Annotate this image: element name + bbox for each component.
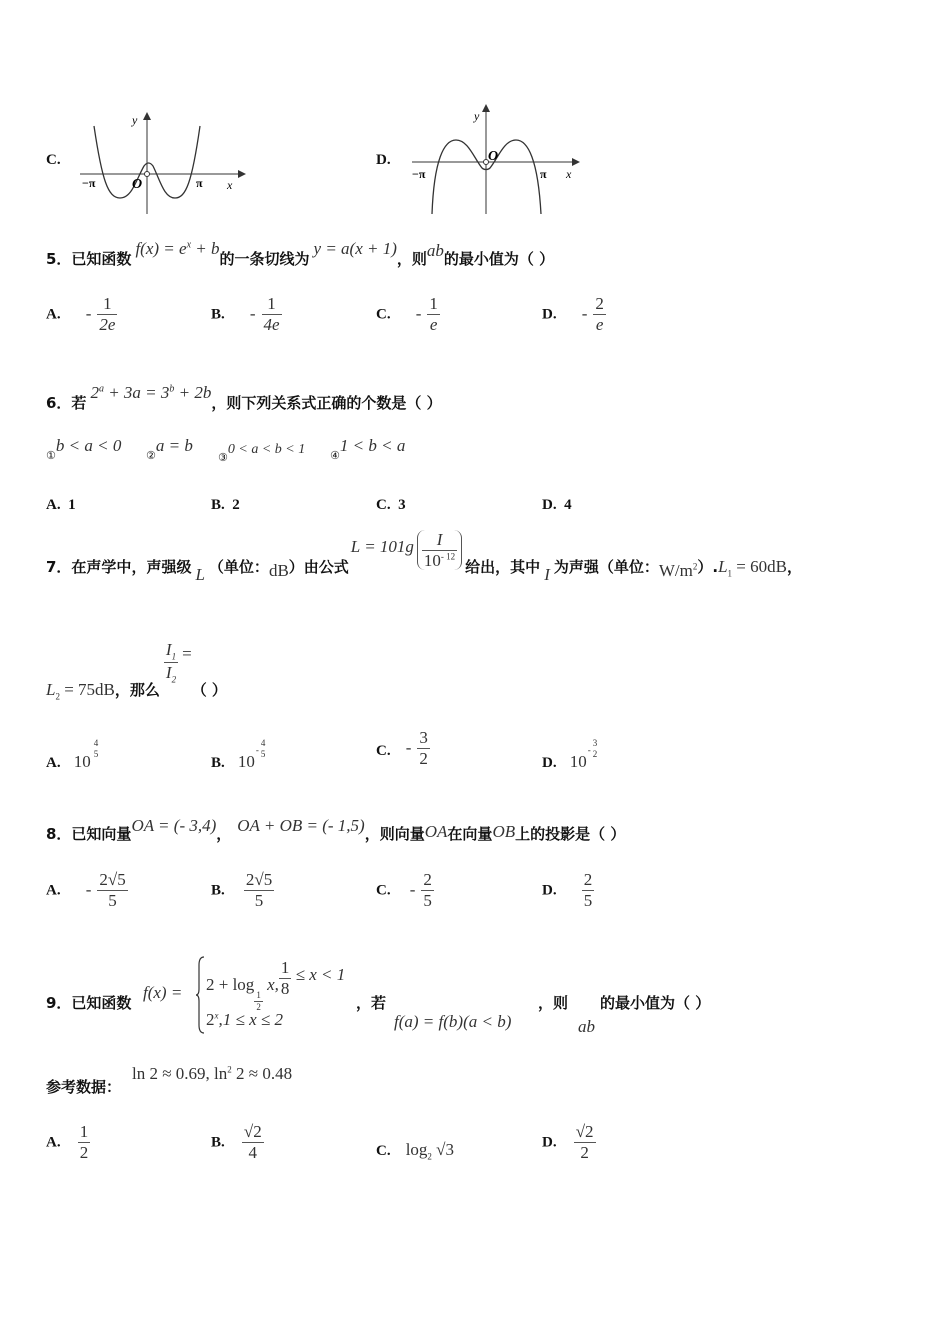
q6-option-b[interactable] — [211, 497, 240, 514]
q8-stem-start: 8．已知向量 — [46, 825, 132, 843]
q9-option-a-num: 1 — [79, 1122, 89, 1141]
q7-option-a-exp-den: 5 — [93, 748, 99, 759]
q9-stem-end: 的最小值为（ ） — [600, 994, 711, 1012]
q7-option-d[interactable] — [542, 738, 599, 771]
q9-option-b-num: √2 — [243, 1122, 262, 1141]
q6-stem-start: 6．若 — [46, 394, 87, 412]
q9-ref-a: ln 2 ≈ 0.69, ln — [132, 1064, 228, 1083]
q6-statement-1-expr: b < a < 0 — [55, 436, 122, 455]
q7-option-a-base: 10 — [73, 752, 91, 771]
q7-formula-num: I — [422, 530, 457, 551]
q5-function — [135, 239, 219, 258]
q7-unit-label: （单位： — [208, 558, 269, 576]
q5-stem-end: 的最小值为（ ） — [443, 250, 555, 268]
q5-exp-x: x — [186, 239, 192, 251]
q6-statement-2 — [146, 436, 193, 462]
q8-stem — [46, 816, 626, 844]
q7-option-b-exp-num: 4 — [260, 738, 266, 749]
q5-option-a-sign: - — [85, 303, 92, 323]
q9-option-b[interactable] — [211, 1122, 264, 1162]
graph-option-c — [72, 110, 247, 218]
q5-fx: f(x) — [135, 239, 160, 258]
q9-option-d-den: 2 — [580, 1142, 589, 1162]
q7-ratio-num — [164, 640, 178, 663]
q8-option-d[interactable] — [542, 870, 594, 910]
q9-reference-label: 参考数据： — [46, 1078, 122, 1096]
q7-close: ）. — [697, 558, 719, 576]
q5-e: e — [179, 239, 187, 258]
graph-option-d — [404, 100, 584, 218]
q8-sum: OA + OB = (- 1,5) — [237, 816, 365, 835]
q6-stem — [46, 383, 442, 413]
q9-case1-base-num: 1 — [256, 990, 261, 1001]
q9-case1-c: ≤ x < 1 — [295, 964, 346, 984]
q5-ab: ab — [426, 241, 444, 260]
q8-ob: OB — [492, 822, 516, 841]
q5-option-a[interactable] — [46, 294, 117, 334]
q7-formula-den: 10 — [423, 550, 441, 570]
q9-case2-a: 2 — [206, 1010, 215, 1029]
q5-option-c-num: 1 — [429, 294, 438, 313]
q9-option-c-label: C. — [376, 1143, 391, 1159]
origin-label: O — [488, 149, 499, 164]
q8-option-d-label: D. — [542, 882, 557, 899]
q7-formula-paren — [417, 530, 462, 570]
q8-option-d-frac — [582, 870, 595, 910]
y-axis-arrow — [482, 104, 490, 112]
q5-option-d-frac — [593, 294, 606, 334]
q7-paren: （ ） — [191, 680, 227, 699]
q6-statement-4-mark: ④ — [330, 449, 340, 462]
q7-wm-exp: 2 — [692, 561, 698, 572]
q5-stem-mid: 的一条切线为 — [219, 250, 310, 268]
q5-option-b-frac — [262, 294, 282, 334]
q5-plus-b: + b — [195, 239, 220, 258]
q9-option-d-num: √2 — [575, 1122, 594, 1141]
q7-option-c-num: 3 — [419, 728, 428, 747]
q7-option-a[interactable] — [46, 738, 100, 771]
q7-stem-start: 7．在声学中，声强级 — [46, 558, 192, 576]
q5-option-a-den: 2e — [99, 314, 116, 334]
q8-stem-end: 上的投影是（ ） — [515, 825, 626, 843]
q7-dB: dB — [268, 561, 289, 580]
q9-option-d[interactable] — [542, 1122, 596, 1162]
q6-statement-3-mark: ③ — [218, 451, 228, 464]
q6-option-c-value: 3 — [398, 497, 406, 513]
q8-option-c-den: 5 — [423, 890, 432, 910]
q6-exp-a: a — [98, 383, 104, 395]
q7-option-d-exp-sign: - — [587, 745, 591, 755]
q6-option-a-value: 1 — [68, 497, 76, 513]
q5-eq: = — [163, 239, 175, 258]
q9-brace-icon — [196, 955, 206, 1035]
q7-wm-text: W/m — [658, 561, 693, 580]
q6-two: 2 — [90, 383, 99, 402]
q8-option-b-frac — [244, 870, 274, 910]
q7-L1-symbol: L — [718, 557, 728, 576]
q7-option-a-label: A. — [46, 755, 61, 771]
q9-case1-b: x, — [267, 974, 279, 994]
q7-L: L — [195, 565, 205, 584]
q7-option-c-frac — [417, 728, 430, 768]
q9-case1-frac-den: 8 — [280, 978, 290, 998]
q6-option-c-label: C. — [376, 497, 391, 513]
q9-case1-base — [254, 990, 263, 1012]
q9-case1-frac-num: 1 — [280, 958, 290, 977]
option-d-label: D. — [376, 152, 391, 168]
q7-L2-sub: 2 — [55, 691, 60, 702]
q9-case2-exp: x — [214, 1010, 219, 1021]
q9-if: ，若 — [356, 994, 387, 1012]
q7-option-b[interactable] — [211, 738, 267, 771]
q8-option-c-num: 2 — [423, 870, 432, 889]
q6-option-c[interactable] — [376, 497, 406, 514]
q7-wm — [659, 561, 698, 580]
q7-ratio-den-symbol: I — [165, 662, 172, 682]
q8-option-a-frac — [97, 870, 127, 910]
q7-ratio — [164, 640, 178, 684]
q5-option-d-label: D. — [542, 306, 557, 323]
q7-stem-line2 — [46, 640, 227, 702]
q6-plus3a: + 3a = 3 — [108, 383, 170, 402]
q5-option-b-den: 4e — [263, 314, 280, 334]
pi-label: π — [540, 167, 547, 181]
q6-statement-2-expr: a = b — [155, 436, 193, 455]
q9-option-b-den: 4 — [248, 1142, 258, 1162]
q9-condition: f(a) = f(b)(a < b) — [394, 1012, 512, 1031]
q8-option-c-label: C. — [376, 882, 391, 899]
y-label: y — [132, 113, 138, 127]
q7-option-b-exp-sign: - — [255, 745, 259, 755]
q9-option-a-label: A. — [46, 1134, 61, 1151]
q7-intensity: 为声强（单位： — [553, 558, 659, 576]
q9-option-b-label: B. — [211, 1134, 225, 1151]
q7-option-d-exp-num: 3 — [592, 738, 598, 749]
q9-fx: f(x) = — [143, 983, 183, 1002]
q6-statement-1 — [46, 436, 122, 462]
q5-stem-then: ，则 — [396, 250, 427, 268]
q6-option-a-label: A. — [46, 497, 61, 513]
q7-ratio-den — [164, 663, 178, 685]
q8-option-a-sign: - — [85, 879, 92, 899]
q7-option-b-base: 10 — [237, 752, 255, 771]
q9-case2-b: ,1 ≤ x ≤ 2 — [218, 1010, 283, 1029]
q5-option-a-num: 1 — [97, 294, 117, 315]
q7-formula-frac — [422, 530, 457, 570]
q8-on: 在向量 — [447, 825, 493, 843]
q7-option-c-label: C. — [376, 742, 391, 759]
q8-option-a[interactable] — [46, 870, 128, 910]
q7-formula-intro: ）由公式 — [288, 558, 349, 576]
q9-option-c[interactable] — [376, 1140, 454, 1161]
q5-option-d-den: e — [595, 314, 604, 334]
q6-option-d-value: 4 — [564, 497, 572, 513]
q7-ratio-den-sub: 2 — [171, 674, 177, 685]
q9-option-c-log: log — [405, 1140, 428, 1159]
q6-statement-2-mark: ② — [146, 449, 156, 462]
q7-option-d-exp-den: 2 — [592, 748, 598, 759]
q5-option-c-sign: - — [415, 303, 422, 323]
q6-statement-3-expr: 0 < a < b < 1 — [227, 442, 306, 457]
q5-option-d-sign: - — [581, 303, 588, 323]
q5-option-b[interactable] — [211, 294, 282, 334]
q7-option-d-exp — [591, 738, 600, 759]
q7-L2-value: = 75dB — [64, 679, 115, 699]
q7-L2 — [46, 679, 115, 702]
q8-option-c-frac — [421, 870, 434, 910]
q6-statement-4 — [330, 436, 406, 462]
q8-option-b-label: B. — [211, 882, 225, 899]
q7-option-c[interactable] — [376, 728, 430, 768]
q7-L1 — [718, 557, 787, 579]
q9-then: ，则 — [538, 994, 569, 1012]
q7-formula-lhs: L = 101g — [350, 537, 414, 556]
q8-comma: ， — [216, 825, 232, 843]
q7-stem — [46, 530, 802, 582]
q9-case-1 — [206, 958, 346, 1012]
origin-point — [145, 172, 150, 177]
q9-stem-start: 9．已知函数 — [46, 994, 132, 1012]
q6-option-d-label: D. — [542, 497, 557, 513]
q9-option-b-frac — [242, 1122, 264, 1162]
q7-I: I — [544, 565, 550, 584]
q7-ratio-eq: = — [182, 643, 192, 663]
q8-option-a-label: A. — [46, 882, 61, 899]
q7-ratio-num-symbol: I — [165, 640, 172, 659]
q7-L1-sub: 1 — [727, 568, 733, 579]
x-axis-arrow — [238, 170, 246, 178]
q7-L1-value: = 60dB — [736, 557, 787, 576]
q9-option-c-rad: √3 — [436, 1140, 455, 1159]
q8-option-b[interactable] — [211, 870, 274, 910]
q5-option-a-frac — [97, 294, 117, 334]
q9-case-2 — [206, 1010, 283, 1030]
q6-option-d[interactable] — [542, 497, 572, 514]
q9-case1-frac — [279, 958, 292, 998]
q5-option-c-frac — [427, 294, 440, 334]
q7-formula-den-exp: - 12 — [440, 550, 456, 561]
q9-ref-b: 2 ≈ 0.48 — [236, 1064, 293, 1083]
y-label: y — [474, 109, 480, 123]
x-label: x — [566, 167, 572, 181]
q8-option-c-sign: - — [409, 879, 416, 899]
q7-option-d-label: D. — [542, 755, 557, 771]
y-axis-arrow — [143, 112, 151, 120]
q9-option-c-sub: 2 — [427, 1151, 432, 1162]
q7-ratio-num-sub: 1 — [171, 651, 177, 662]
q8-option-a-num: 2√5 — [99, 870, 126, 889]
q5-option-d-num: 2 — [595, 294, 604, 313]
q9-reference-data — [132, 1064, 292, 1084]
option-c-label: C. — [46, 152, 61, 168]
q6-exp-b: b — [169, 383, 175, 395]
q6-statement-1-mark: ① — [46, 449, 56, 462]
origin-point — [484, 160, 489, 165]
q9-option-a-frac — [78, 1122, 91, 1162]
q9-option-d-frac — [574, 1122, 596, 1162]
q5-option-c-label: C. — [376, 306, 391, 323]
q9-option-a-den: 2 — [79, 1142, 89, 1162]
q8-oa: OA = (- 3,4) — [131, 816, 217, 835]
q8-oa2: OA — [424, 822, 448, 841]
q8-option-a-den: 5 — [108, 890, 117, 910]
q5-option-b-sign: - — [249, 303, 256, 323]
pi-label: π — [196, 176, 203, 190]
q6-equation — [90, 383, 211, 402]
q7-then: ，那么 — [114, 680, 160, 699]
q7-option-b-exp — [259, 738, 268, 759]
q7-option-b-label: B. — [211, 755, 225, 771]
q8-option-d-den: 5 — [583, 890, 593, 910]
neg-pi-label: −π — [412, 167, 426, 181]
x-axis-arrow — [572, 158, 580, 166]
q5-tangent: y = a(x + 1) — [313, 239, 397, 258]
q5-option-d[interactable] — [542, 294, 606, 334]
q8-option-b-den: 5 — [254, 890, 264, 910]
q6-plus2b: + 2b — [178, 383, 212, 402]
q7-L2-symbol: L — [46, 679, 56, 699]
q5-option-a-label: A. — [46, 306, 61, 323]
q7-option-c-den: 2 — [419, 748, 428, 768]
q5-option-c-den: e — [429, 314, 438, 334]
q7-option-d-base: 10 — [569, 752, 587, 771]
q7-option-b-exp-den: 5 — [260, 748, 266, 759]
q5-option-b-num: 1 — [262, 294, 282, 315]
q8-option-d-num: 2 — [583, 870, 593, 889]
q8-option-b-num: 2√5 — [245, 870, 273, 889]
q8-then: ，则向量 — [364, 825, 425, 843]
q9-option-c-expr — [405, 1140, 455, 1162]
q9-option-a[interactable] — [46, 1122, 90, 1162]
q7-comma: ， — [786, 558, 802, 576]
q9-case1-a: 2 + log — [206, 974, 255, 994]
neg-pi-label: −π — [82, 176, 96, 190]
q6-stem-end: ，则下列关系式正确的个数是（ ） — [211, 394, 442, 412]
q5-stem — [46, 239, 555, 269]
q9-case1-base-den: 2 — [256, 1001, 261, 1012]
q7-given: 给出，其中 — [465, 558, 541, 576]
q6-option-b-label: B. — [211, 497, 225, 513]
q9-ref-exp: 2 — [227, 1064, 232, 1075]
q7-option-a-exp-num: 4 — [93, 738, 99, 749]
q6-option-a[interactable] — [46, 497, 76, 514]
q9-ab: ab — [578, 1017, 595, 1036]
x-label: x — [227, 178, 233, 192]
q5-stem-start: 5．已知函数 — [46, 250, 132, 268]
q9-option-d-label: D. — [542, 1134, 557, 1151]
q5-option-b-label: B. — [211, 306, 225, 323]
q8-option-c[interactable] — [376, 870, 434, 910]
q6-statement-4-expr: 1 < b < a — [339, 436, 406, 455]
q6-statement-3 — [218, 438, 306, 464]
q6-option-b-value: 2 — [232, 497, 240, 513]
q5-option-c[interactable] — [376, 294, 440, 334]
origin-label: O — [132, 177, 143, 192]
q7-option-a-exp — [92, 738, 101, 759]
q7-option-c-sign: - — [405, 737, 412, 757]
